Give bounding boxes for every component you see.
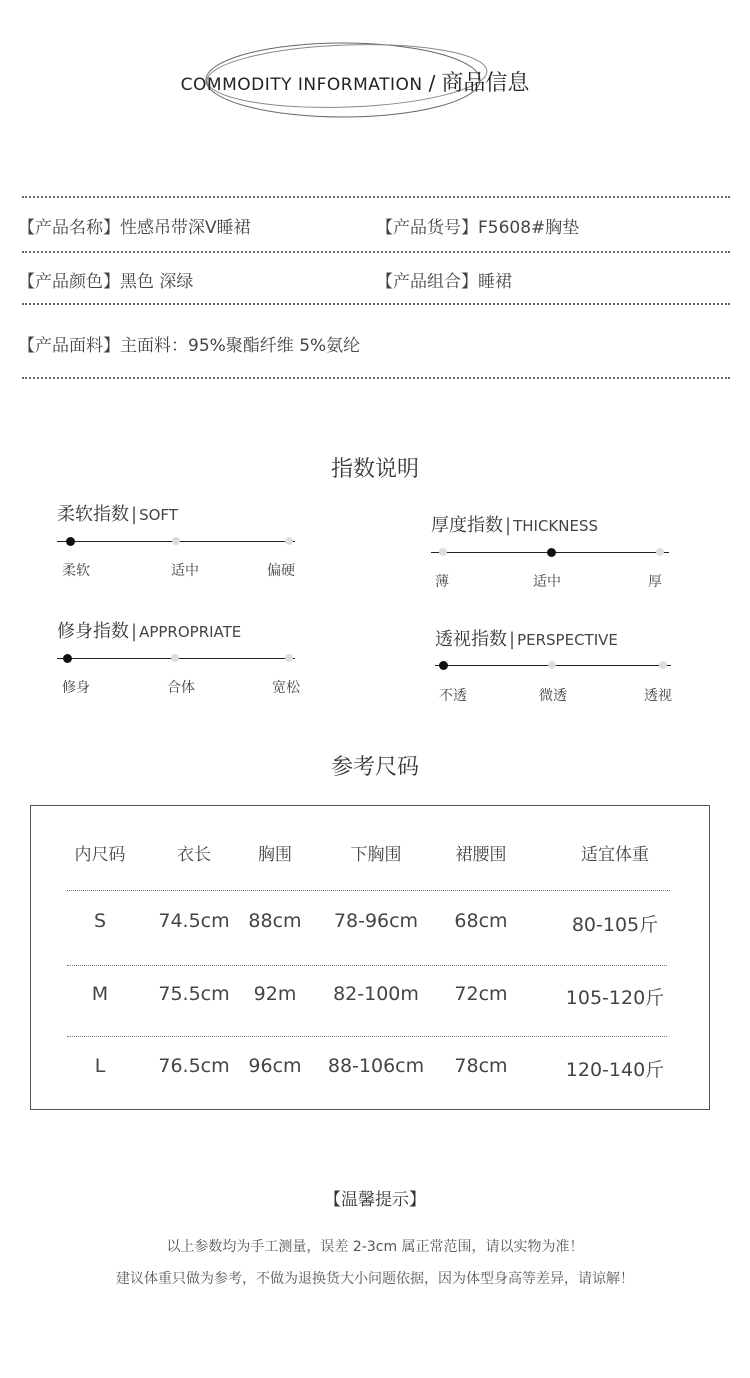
size-cell: 92m — [253, 983, 297, 1005]
title-separator: / — [428, 71, 436, 95]
perspective-label-2: 微透 — [539, 688, 567, 704]
size-header-underbust: 下胸围 — [350, 845, 402, 865]
size-header-bust: 胸围 — [258, 845, 292, 865]
table-divider — [67, 1036, 667, 1037]
perspective-label-1: 不透 — [439, 688, 467, 704]
perspective-dot-2 — [548, 661, 556, 669]
appropriate-dot-1 — [63, 654, 72, 663]
size-cell: 82-100m — [333, 983, 419, 1005]
perspective-index-title — [435, 625, 618, 651]
size-cell: 76.5cm — [158, 1055, 230, 1077]
perspective-index-en: PERSPECTIVE — [517, 631, 618, 649]
thickness-label-3: 厚 — [648, 574, 662, 590]
divider — [22, 303, 730, 305]
soft-label-3: 偏硬 — [267, 563, 295, 579]
index-section-title: 指数说明 — [330, 457, 419, 482]
divider — [22, 251, 730, 253]
appropriate-index-zh: 修身指数 — [57, 621, 129, 642]
size-header-weight: 适宜体重 — [581, 845, 649, 865]
perspective-index-zh: 透视指数 — [435, 629, 507, 650]
soft-dot-2 — [172, 537, 180, 545]
size-cell: 68cm — [454, 910, 508, 932]
soft-index-zh: 柔软指数 — [57, 504, 129, 525]
thickness-index-title — [431, 511, 598, 537]
appropriate-index-en: APPROPRIATE — [139, 623, 242, 641]
perspective-label-3: 透视 — [644, 688, 672, 704]
page-title — [0, 66, 710, 97]
size-cell: 78-96cm — [333, 910, 419, 932]
appropriate-label-3: 宽松 — [272, 680, 300, 696]
tips-title: 【温馨提示】 — [324, 1190, 426, 1210]
thickness-dot-2 — [547, 548, 556, 557]
info-sku: 【产品货号】F5608#胸垫 — [376, 218, 580, 238]
thickness-label-1: 薄 — [435, 574, 449, 590]
perspective-dot-3 — [659, 661, 667, 669]
appropriate-label-2: 合体 — [167, 680, 195, 696]
size-cell: 105-120斤 — [565, 987, 665, 1009]
table-divider — [67, 890, 670, 891]
title-bar: | — [131, 504, 138, 525]
thickness-index-en: THICKNESS — [513, 517, 598, 535]
thickness-label-2: 适中 — [533, 574, 561, 590]
divider — [22, 196, 730, 198]
title-bar: | — [505, 515, 512, 536]
thickness-dot-3 — [656, 548, 664, 556]
size-cell: 80-105斤 — [571, 914, 659, 936]
info-combo: 【产品组合】睡裙 — [376, 272, 512, 292]
perspective-dot-1 — [439, 661, 448, 670]
appropriate-label-1: 修身 — [62, 680, 90, 696]
title-bar: | — [131, 621, 138, 642]
title-en: COMMODITY INFORMATION — [180, 75, 423, 95]
size-cell: 88cm — [248, 910, 302, 932]
appropriate-dot-2 — [171, 654, 179, 662]
size-section-title: 参考尺码 — [330, 755, 419, 780]
title-zh: 商品信息 — [441, 71, 530, 96]
soft-label-2: 适中 — [171, 563, 199, 579]
size-cell: M — [91, 983, 109, 1005]
size-cell: 120-140斤 — [565, 1059, 665, 1081]
appropriate-dot-3 — [285, 654, 293, 662]
title-bar: | — [509, 629, 516, 650]
tips-line-2: 建议体重只做为参考，不做为退换货大小问题依据，因为体型身高等差异，请谅解！ — [116, 1271, 634, 1287]
soft-index-en: SOFT — [139, 506, 178, 524]
table-divider — [67, 965, 667, 966]
appropriate-index-title — [57, 617, 241, 643]
thickness-dot-1 — [439, 548, 447, 556]
soft-dot-3 — [285, 537, 293, 545]
size-cell: L — [94, 1055, 106, 1077]
divider — [22, 377, 730, 379]
soft-index-title — [57, 500, 178, 526]
tips-line-1: 以上参数均为手工测量，误差 2-3cm 属正常范围，请以实物为准！ — [166, 1239, 584, 1255]
size-header-waist: 裙腰围 — [455, 845, 507, 865]
size-header-length: 衣长 — [177, 845, 211, 865]
size-cell: 96cm — [248, 1055, 302, 1077]
size-cell: S — [93, 910, 107, 932]
soft-label-1: 柔软 — [62, 563, 90, 579]
size-cell: 75.5cm — [158, 983, 230, 1005]
size-cell: 88-106cm — [327, 1055, 425, 1077]
thickness-index-zh: 厚度指数 — [431, 515, 503, 536]
info-color: 【产品颜色】黑色 深绿 — [18, 272, 194, 292]
info-fabric: 【产品面料】主面料：95%聚酯纤维 5%氨纶 — [18, 336, 361, 356]
info-name: 【产品名称】性感吊带深V睡裙 — [18, 218, 251, 238]
size-header-size: 内尺码 — [74, 845, 126, 865]
size-cell: 72cm — [454, 983, 508, 1005]
soft-dot-1 — [66, 537, 75, 546]
size-cell: 74.5cm — [158, 910, 230, 932]
size-cell: 78cm — [454, 1055, 508, 1077]
